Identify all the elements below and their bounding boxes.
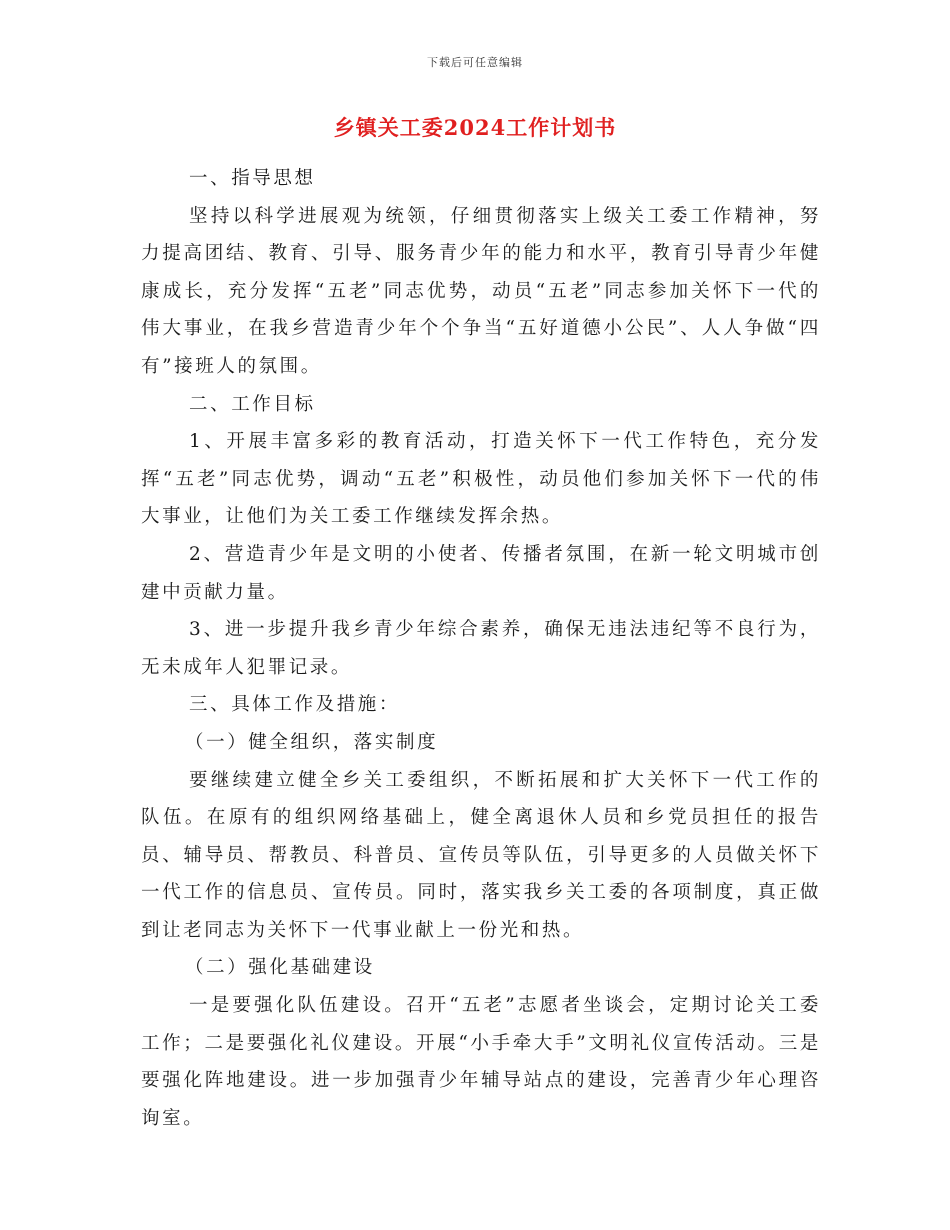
section-heading-guiding-ideology: 一、指导思想 — [189, 168, 316, 189]
subheading-infrastructure: （二）强化基础建设 — [185, 957, 375, 979]
subheading-organization: （一）健全组织，落实制度 — [185, 731, 439, 753]
paragraph-goal-2: 2、营造青少年是文明的小使者、传播者氛围，在新一轮文明城市创建中贡献力量。 — [141, 543, 821, 603]
paragraph-guiding-ideology: 坚持以科学进展观为统领，仔细贯彻落实上级关工委工作精神，努力提高团结、教育、引导、服务青少年的能力和水平，教育引导青少年健康成长，充分发挥“五老”同志优势，动员“五老”同志参加关怀下一代的伟大事业，在我乡营造青少年个个争当“五好道德小公民”、人人争做“四有”接班人的氛围。 — [141, 205, 821, 377]
document-title: 乡镇关工委2024工作计划书 — [333, 115, 617, 140]
document-body — [141, 160, 821, 1137]
header-note: 下载后可任意编辑 — [427, 56, 523, 69]
paragraph-goal-3: 3、进一步提升我乡青少年综合素养，确保无违法违纪等不良行为，无未成年人犯罪记录。 — [141, 619, 821, 678]
section-heading-measures: 三、具体工作及措施： — [189, 694, 401, 716]
section-heading-work-goals: 二、工作目标 — [189, 393, 316, 415]
paragraph-infrastructure: 一是要强化队伍建设。召开“五老”志愿者坐谈会，定期讨论关工委工作；二是要强化礼仪建设。开展“小手牵大手”文明礼仪宣传活动。三是要强化阵地建设。进一步加强青少年辅导站点的建设，完善青少年心理咨询室。 — [141, 995, 821, 1129]
paragraph-organization: 要继续建立健全乡关工委组织，不断拓展和扩大关怀下一代工作的队伍。在原有的组织网络基础上，健全离退休人员和乡党员担任的报告员、辅导员、帮教员、科普员、宣传员等队伍，引导更多的人员做关怀下一代工作的信息员、宣传员。同时，落实我乡关工委的各项制度，真正做到让老同志为关怀下一代事业献上一份光和热。 — [141, 769, 821, 941]
paragraph-goal-1: 1、开展丰富多彩的教育活动，打造关怀下一代工作特色，充分发挥“五老”同志优势，调动“五老”积极性，动员他们参加关怀下一代的伟大事业，让他们为关工委工作继续发挥余热。 — [141, 431, 821, 528]
